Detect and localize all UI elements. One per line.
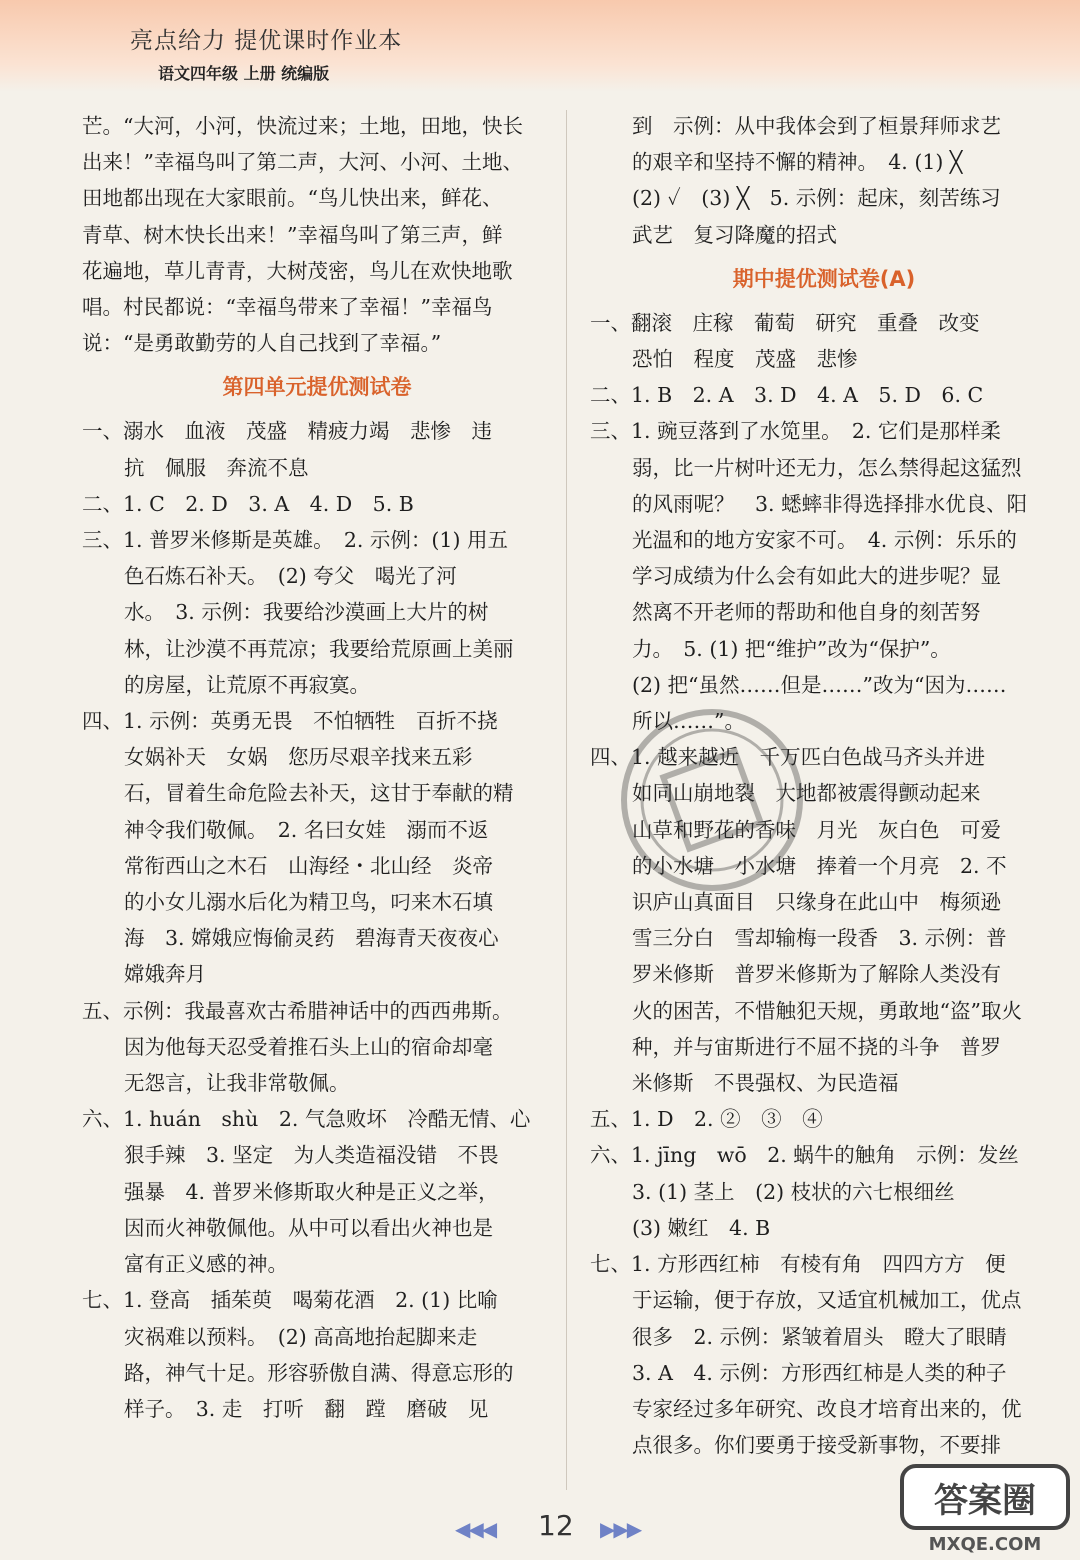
text-line: 灾祸难以预料。 (2) 高高地抬起脚来走: [124, 1324, 478, 1349]
text-line: 海 3. 嫦娥应悔偷灵药 碧海青天夜夜心: [124, 926, 499, 951]
text-line: 二、1. B 2. A 3. D 4. A 5. D 6. C: [590, 383, 984, 408]
section-heading-midterm: 期中提优测试卷(A): [732, 266, 916, 291]
text-line: 五、1. D 2. ② ③ ④: [590, 1107, 823, 1132]
text-line: 出来！”幸福鸟叫了第二声，大河、小河、土地、: [82, 150, 523, 175]
text-line: 雪三分白 雪却输梅一段香 3. 示例：普: [632, 926, 1007, 951]
text-line: (2) 把“虽然……但是……”改为“因为……: [632, 672, 1007, 697]
text-line: 的房屋，让荒原不再寂寞。: [124, 672, 370, 697]
left-intro-paragraph: [82, 108, 552, 361]
left-answer-list: [82, 413, 552, 1427]
book-title: 亮点给力 提优课时作业本: [130, 28, 403, 54]
text-line: 无怨言，让我非常敬佩。: [124, 1071, 350, 1096]
text-line: 然离不开老师的帮助和他自身的刻苦努: [632, 600, 981, 625]
text-line: 因而火神敬佩他。从中可以看出火神也是: [124, 1215, 493, 1240]
section-heading-unit4: 第四单元提优测试卷: [222, 375, 412, 400]
text-line: 学习成绩为什么会有如此大的进步呢？显: [632, 564, 1001, 589]
text-line: 一、溺水 血液 茂盛 精疲力竭 悲惨 违: [82, 419, 492, 444]
text-line: 专家经过多年研究、改良才培育出来的，优: [632, 1396, 1022, 1421]
text-line: 的风雨呢？ 3. 蟋蟀非得选择排水优良、阳: [632, 491, 1028, 516]
text-line: 到 示例：从中我体会到了桓景拜师求艺: [632, 114, 1001, 138]
text-line: 色石炼石补天。 (2) 夸父 喝光了河: [124, 564, 457, 589]
text-line: 石，冒着生命危险去补天，这甘于奉献的精: [124, 781, 514, 806]
text-line: 很多 2. 示例：紧皱着眉头 瞪大了眼睛: [632, 1324, 1007, 1349]
text-line: 抗 佩服 奔流不息: [124, 455, 309, 480]
text-line: 米修斯 不畏强权、为民造福: [632, 1071, 899, 1096]
text-line: 弱，比一片树叶还无力，怎么禁得起这猛烈: [632, 455, 1022, 480]
text-line: (2) ✓ (3) ╳ 5. 示例：起床，刻苦练习: [632, 186, 1001, 211]
text-line: (3) 嫩红 4. B: [632, 1215, 771, 1240]
column-divider: [566, 110, 567, 1490]
text-line: 四、1. 越来越近 千万匹白色战马齐头并进: [590, 745, 986, 770]
text-line: 三、1. 普罗米修斯是英雄。 2. 示例：(1) 用五: [82, 528, 508, 553]
text-line: 林，让沙漠不再荒凉；我要给荒原画上美丽: [124, 636, 514, 661]
page-number: 12: [538, 1509, 574, 1542]
text-line: 于运输，便于存放，又适宜机械加工，优点: [632, 1288, 1022, 1313]
logo-url: MXQE.COM: [928, 1534, 1042, 1555]
text-line: 唱。村民都说：“幸福鸟带来了幸福！”幸福鸟: [82, 295, 493, 320]
text-line: 光温和的地方安家不可。 4. 示例：乐乐的: [632, 528, 1017, 553]
text-line: 3. (1) 茎上 (2) 枝状的六七根细丝: [632, 1179, 955, 1204]
logo-text: 答案圈: [934, 1481, 1036, 1521]
answer-site-logo: [900, 1460, 1070, 1556]
text-line: 六、1. huán shù 2. 气急败坏 冷酷无情、心: [82, 1107, 531, 1132]
text-line: 样子。 3. 走 打听 翻 蹚 磨破 见: [124, 1396, 489, 1421]
text-line: 一、翻滚 庄稼 葡萄 研究 重叠 改变: [590, 310, 980, 335]
text-line: 的艰辛和坚持不懈的精神。 4. (1) ╳: [632, 150, 963, 175]
prev-arrows-icon: ◀◀◀: [455, 1517, 496, 1541]
text-line: 识庐山真面目 只缘身在此山中 梅须逊: [632, 890, 1001, 915]
left-column: [82, 108, 552, 1427]
text-line: 火的困苦，不惜触犯天规，勇敢地“盗”取火: [632, 998, 1022, 1023]
text-line: 点很多。你们要勇于接受新事物，不要排: [632, 1433, 1001, 1458]
stamp-watermark-icon: [612, 700, 812, 900]
text-line: 七、1. 登高 插茱萸 喝菊花酒 2. (1) 比喻: [82, 1288, 498, 1313]
text-line: 狠手辣 3. 坚定 为人类造福没错 不畏: [124, 1143, 499, 1168]
text-line: 田地都出现在大家眼前。“鸟儿快出来，鲜花、: [82, 186, 503, 211]
book-subtitle: 语文四年级 上册 统编版: [158, 64, 330, 83]
text-line: 恐怕 程度 茂盛 悲惨: [632, 347, 858, 372]
text-line: 女娲补天 女娲 您历尽艰辛找来五彩: [124, 745, 473, 770]
text-line: 七、1. 方形西红柿 有棱有角 四四方方 便: [590, 1252, 1006, 1277]
text-line: 的小水塘 小水塘 捧着一个月亮 2. 不: [632, 853, 1007, 878]
text-line: 罗米修斯 普罗米修斯为了解除人类没有: [632, 962, 1001, 987]
text-line: 3. A 4. 示例：方形西红柿是人类的种子: [632, 1360, 1007, 1385]
text-line: 力。 5. (1) 把“维护”改为“保护”。: [632, 636, 951, 661]
text-line: 强暴 4. 普罗米修斯取火种是正义之举，: [124, 1179, 499, 1204]
text-line: 花遍地，草儿青青，大树茂密，鸟儿在欢快地歌: [82, 258, 513, 283]
page-header: [130, 22, 450, 84]
text-line: 四、1. 示例：英勇无畏 不怕牺牲 百折不挠: [82, 709, 498, 734]
text-line: 说：“是勇敢勤劳的人自己找到了幸福。”: [82, 331, 442, 356]
text-line: 武艺 复习降魔的招式: [632, 222, 837, 247]
text-line: 的小女儿溺水后化为精卫鸟，叼来木石填: [124, 890, 493, 915]
text-line: 三、1. 豌豆落到了水笕里。 2. 它们是那样柔: [590, 419, 1001, 444]
text-line: 嫦娥奔月: [124, 962, 206, 987]
text-line: 神令我们敬佩。 2. 名曰女娃 溺而不返: [124, 817, 489, 842]
text-line: 因为他每天忍受着推石头上山的宿命却毫: [124, 1034, 493, 1059]
text-line: 青草、树木快长出来！”幸福鸟叫了第三声，鲜: [82, 222, 503, 247]
text-line: 种，并与宙斯进行不屈不挠的斗争 普罗: [632, 1034, 1001, 1059]
text-line: 路，神气十足。形容骄傲自满、得意忘形的: [124, 1360, 514, 1385]
text-line: 富有正义感的神。: [124, 1252, 288, 1277]
text-line: 五、示例：我最喜欢古希腊神话中的西西弗斯。: [82, 998, 513, 1023]
text-line: 常衔西山之木石 山海经・北山经 炎帝: [124, 853, 493, 878]
text-line: 六、1. jīng wō 2. 蜗牛的触角 示例：发丝: [590, 1143, 1019, 1168]
text-line: 芒。“大河，小河，快流过来；土地，田地，快长: [82, 114, 523, 138]
text-line: 如同山崩地裂 大地都被震得颤动起来: [632, 781, 981, 806]
text-line: 山草和野花的香味 月光 灰白色 可爱: [632, 817, 1001, 842]
text-line: 所以……”。: [632, 709, 745, 734]
right-intro-paragraph: [590, 108, 1058, 253]
text-line: 水。 3. 示例：我要给沙漠画上大片的树: [124, 600, 489, 625]
next-arrows-icon: ▶▶▶: [600, 1517, 641, 1541]
text-line: 二、1. C 2. D 3. A 4. D 5. B: [82, 491, 414, 516]
